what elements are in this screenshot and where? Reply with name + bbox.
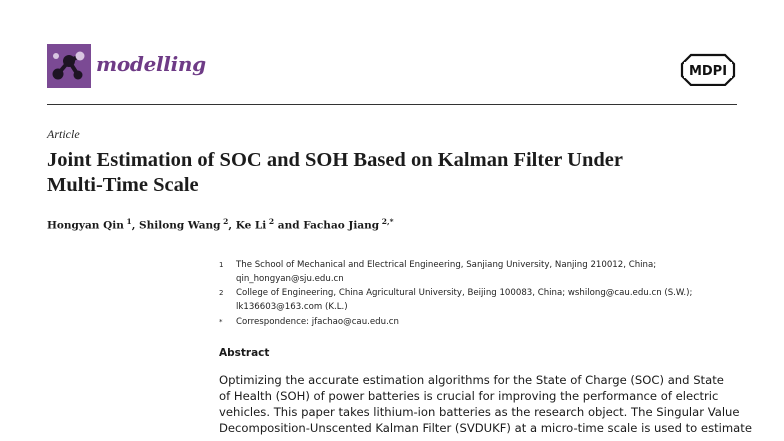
title-line: Multi-Time Scale xyxy=(47,174,199,196)
affiliation-email-link[interactable]: lk136603@163.com (K.L.) xyxy=(236,302,348,312)
abstract-line: Optimizing the accurate estimation algorithms for the State of Charge (SOC) and State xyxy=(219,373,724,387)
article-type-label: Article xyxy=(47,127,80,141)
article-title xyxy=(47,148,747,198)
correspondence-mark: * xyxy=(219,318,223,326)
mdpi-logo-icon xyxy=(679,52,737,86)
abstract-heading: Abstract xyxy=(219,347,270,359)
abstract-line: Decomposition-Unscented Kalman Filter (SVDUKF) at a micro-time scale is used to estimate xyxy=(219,421,752,435)
affiliation-text: College of Engineering, China Agricultural University, Beijing 100083, China; wshilong@cau.edu.cn (S.W.); xyxy=(236,288,693,298)
affiliation-text: The School of Mechanical and Electrical Engineering, Sanjiang University, Nanjing 210012, China; xyxy=(236,260,657,270)
abstract-body xyxy=(219,372,752,436)
author-affiliation-mark: 1 xyxy=(126,217,132,226)
author-list: Hongyan Qin $^1$, Shilong Wang $^2$, Ke Li $^2$ and Fachao Jiang $^{2,*}$ xyxy=(47,217,394,232)
author-affiliation-mark: 2 xyxy=(223,217,229,226)
header-divider xyxy=(47,104,737,105)
affiliation-email-link[interactable]: qin_hongyan@sju.edu.cn xyxy=(236,274,344,284)
publisher-logo-text: MDPI xyxy=(688,64,728,79)
author-name[interactable]: Shilong Wang xyxy=(139,219,221,232)
author-name[interactable]: Ke Li xyxy=(235,219,267,232)
journal-name: modelling xyxy=(96,52,206,76)
author-affiliation-mark: 2 xyxy=(268,217,275,226)
author-name[interactable]: Fachao Jiang xyxy=(303,219,380,232)
affiliation-number: 1 xyxy=(219,261,224,269)
modelling-journal-logo-icon xyxy=(47,44,91,88)
correspondence-text[interactable]: Correspondence: jfachao@cau.edu.cn xyxy=(236,317,399,327)
author-name[interactable]: Hongyan Qin xyxy=(47,219,124,232)
abstract-line: vehicles. This paper takes lithium-ion batteries as the research object. The Singular Value xyxy=(219,405,740,419)
author-affiliation-mark: 2,* xyxy=(381,217,394,226)
affiliation-number: 2 xyxy=(219,289,224,297)
title-line: Joint Estimation of SOC and SOH Based on Kalman Filter Under xyxy=(47,149,623,171)
abstract-line: of Health (SOH) of power batteries is crucial for improving the performance of electric xyxy=(219,389,719,403)
